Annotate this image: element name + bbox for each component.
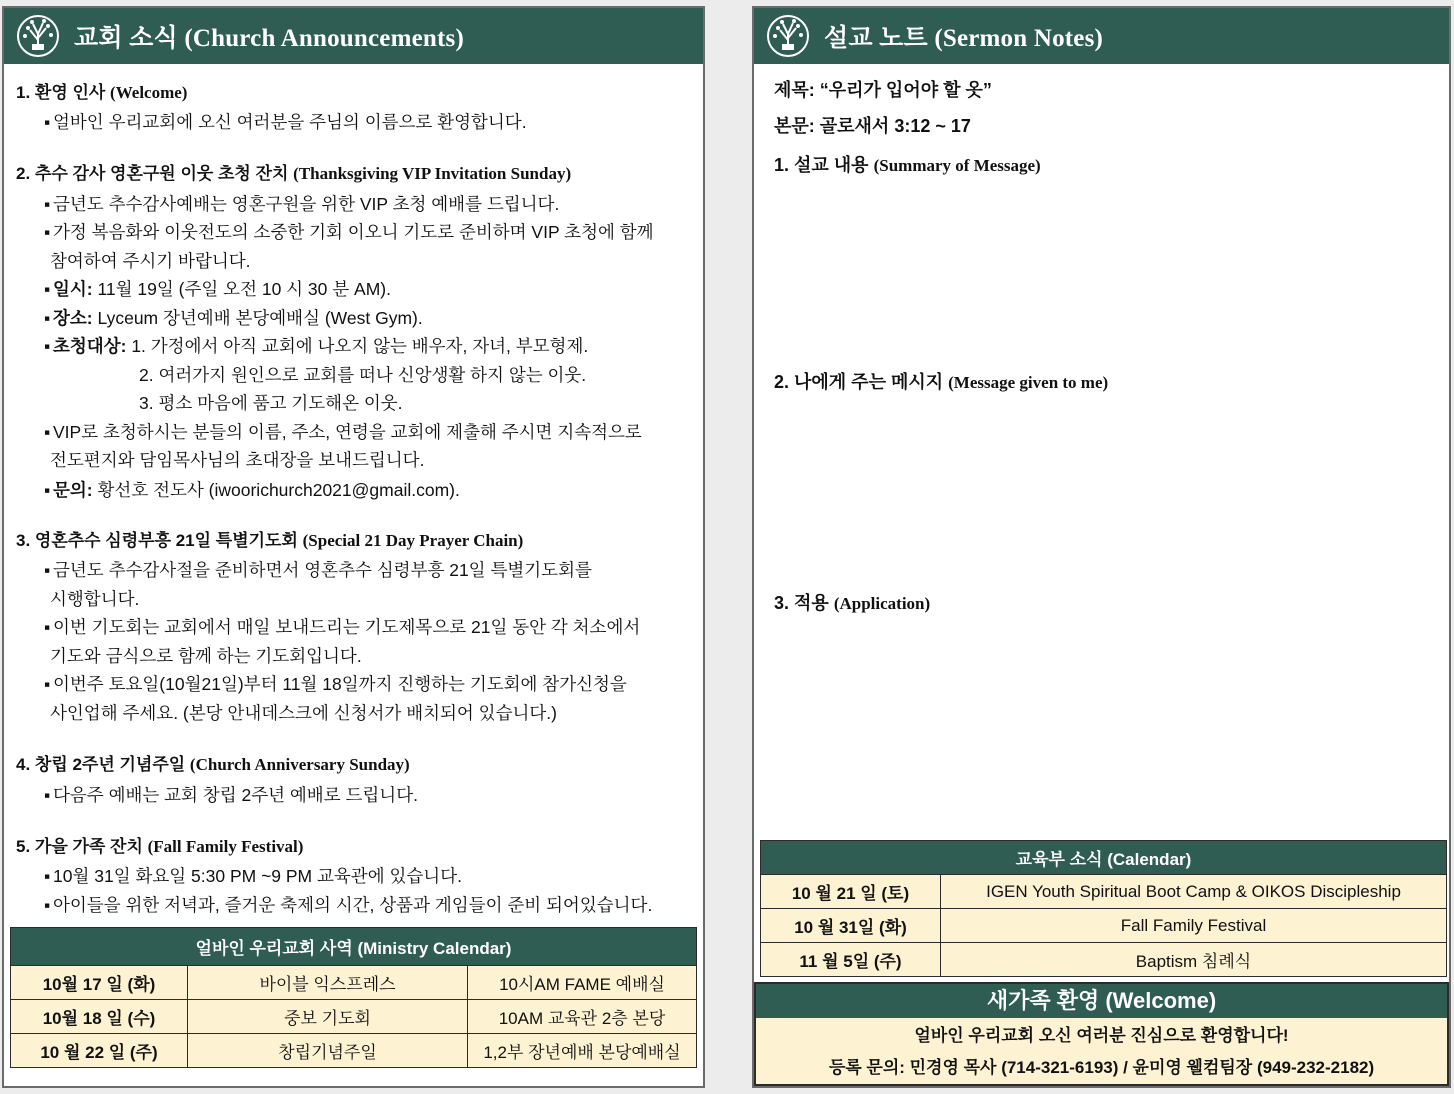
church-announcements-panel xyxy=(2,6,705,1088)
calendar-event: Baptism 침례식 xyxy=(941,943,1447,977)
event-place-line: ▪ 장소: Lyceum 장년예배 본당예배실 (West Gym). xyxy=(44,308,423,328)
sermon-title: 제목: “우리가 입어야 할 옷” xyxy=(774,80,992,100)
list-item: ▪ 얼바인 우리교회에 오신 여러분을 주님의 이름으로 환영합니다. xyxy=(44,112,527,132)
section-anniversary-heading: 4. 창립 2주년 기념주일 (Church Anniversary Sunday) xyxy=(16,755,410,774)
contact-line: ▪ 문의: 황선호 전도사 (iwoorichurch2021@gmail.com). xyxy=(44,480,460,500)
sermon-notes-header xyxy=(754,8,1449,64)
calendar-place: 1,2부 장년예배 본당예배실 xyxy=(468,1034,697,1068)
registration-contact: 등록 문의: 민경영 목사 (714-321-6193) / 윤미영 웰컴팀장 (949-232-2182) xyxy=(828,1058,1375,1077)
list-item: ▪ 금년도 추수감사절을 준비하면서 영혼추수 심령부흥 21일 특별기도회를 xyxy=(44,560,592,580)
list-item: ▪ 10월 31일 화요일 5:30 PM ~9 PM 교육관에 있습니다. xyxy=(44,866,462,886)
welcome-message: 얼바인 우리교회 오신 여러분 진심으로 환영합니다! xyxy=(914,1026,1289,1045)
calendar-place: 10시AM FAME 예배실 xyxy=(468,966,697,1000)
invite-target-line: ▪ 초청대상: 1. 가정에서 아직 교회에 나오지 않는 배우자, 자녀, 부모형제. xyxy=(44,336,589,356)
invite-target-item: 2. 여러가지 원인으로 교회를 떠나 신앙생활 하지 않는 이웃. xyxy=(139,365,587,385)
sermon-notes-title: 설교 노트 (Sermon Notes) xyxy=(824,25,1104,52)
list-item: ▪ 아이들을 위한 저녁과, 즐거운 축제의 시간, 상품과 게임들이 준비 되어있습니다. xyxy=(44,895,653,915)
section-thanksgiving-heading: 2. 추수 감사 영혼구원 이웃 초청 잔치 (Thanksgiving VIP Invitation Sunday) xyxy=(16,164,572,183)
invite-target-item: 3. 평소 마음에 품고 기도해온 이웃. xyxy=(139,393,403,413)
application-heading: 3. 적용 (Application) xyxy=(774,593,931,613)
list-item: ▪ 금년도 추수감사예배는 영혼구원을 위한 VIP 초청 예배를 드립니다. xyxy=(44,194,560,214)
list-item-continued: 기도와 금식으로 함께 하는 기도회입니다. xyxy=(50,646,362,666)
sermon-notes-panel xyxy=(752,6,1451,1088)
calendar-event: 중보 기도회 xyxy=(188,1000,468,1034)
event-date-line: ▪ 일시: 11월 19일 (주일 오전 10 시 30 분 AM). xyxy=(44,279,391,299)
welcome-title: 새가족 환영 (Welcome) xyxy=(756,984,1447,1018)
calendar-event: IGEN Youth Spiritual Boot Camp & OIKOS Discipleship xyxy=(941,875,1447,909)
list-item: ▪ VIP로 초청하시는 분들의 이름, 주소, 연령을 교회에 제출해 주시면 지속적으로 xyxy=(44,422,642,442)
table-row xyxy=(11,966,697,1000)
education-calendar-title: 교육부 소식 (Calendar) xyxy=(761,841,1447,875)
table-row xyxy=(11,1000,697,1034)
ministry-calendar-table xyxy=(10,927,697,1068)
education-calendar-table xyxy=(760,840,1447,977)
church-tree-logo-icon xyxy=(766,14,810,58)
list-item-continued: 전도편지와 담임목사님의 초대장을 보내드립니다. xyxy=(50,450,425,470)
calendar-date: 10 월 31일 (화) xyxy=(761,909,941,943)
summary-heading: 1. 설교 내용 (Summary of Message) xyxy=(774,155,1041,175)
message-heading: 2. 나에게 주는 메시지 (Message given to me) xyxy=(774,372,1109,392)
calendar-date: 10 월 22 일 (주) xyxy=(11,1034,188,1068)
table-row xyxy=(761,909,1447,943)
ministry-calendar-title: 얼바인 우리교회 사역 (Ministry Calendar) xyxy=(11,928,697,966)
list-item-continued: 사인업해 주세요. (본당 안내데스크에 신청서가 배치되어 있습니다.) xyxy=(50,703,557,723)
list-item-continued: 참여하여 주시기 바랍니다. xyxy=(50,251,251,271)
section-prayer-heading: 3. 영혼추수 심령부흥 21일 특별기도회 (Special 21 Day Prayer Chain) xyxy=(16,531,524,550)
section-festival-heading: 5. 가을 가족 잔치 (Fall Family Festival) xyxy=(16,837,304,856)
calendar-date: 10월 17 일 (화) xyxy=(11,966,188,1000)
list-item-continued: 시행합니다. xyxy=(50,589,140,609)
calendar-event: Fall Family Festival xyxy=(941,909,1447,943)
calendar-date: 10 월 21 일 (토) xyxy=(761,875,941,909)
calendar-date: 11 월 5일 (주) xyxy=(761,943,941,977)
list-item: ▪ 이번주 토요일(10월21일)부터 11월 18일까지 진행하는 기도회에 참가신청을 xyxy=(44,674,627,694)
table-row xyxy=(761,943,1447,977)
announcements-header xyxy=(4,8,703,64)
table-row xyxy=(11,1034,697,1068)
calendar-date: 10월 18 일 (수) xyxy=(11,1000,188,1034)
calendar-place: 10AM 교육관 2층 본당 xyxy=(468,1000,697,1034)
new-family-welcome-box xyxy=(754,982,1449,1086)
section-welcome-heading: 1. 환영 인사 (Welcome) xyxy=(16,83,188,102)
table-row xyxy=(761,875,1447,909)
calendar-event: 바이블 익스프레스 xyxy=(188,966,468,1000)
calendar-event: 창립기념주일 xyxy=(188,1034,468,1068)
church-tree-logo-icon xyxy=(16,14,60,58)
sermon-scripture: 본문: 골로새서 3:12 ~ 17 xyxy=(774,116,971,136)
list-item: ▪ 이번 기도회는 교회에서 매일 보내드리는 기도제목으로 21일 동안 각 처소에서 xyxy=(44,617,641,637)
list-item: ▪ 가정 복음화와 이웃전도의 소중한 기회 이오니 기도로 준비하며 VIP 초청에 함께 xyxy=(44,222,654,242)
announcements-title: 교회 소식 (Church Announcements) xyxy=(74,25,464,52)
list-item: ▪ 다음주 예배는 교회 창립 2주년 예배로 드립니다. xyxy=(44,785,418,805)
